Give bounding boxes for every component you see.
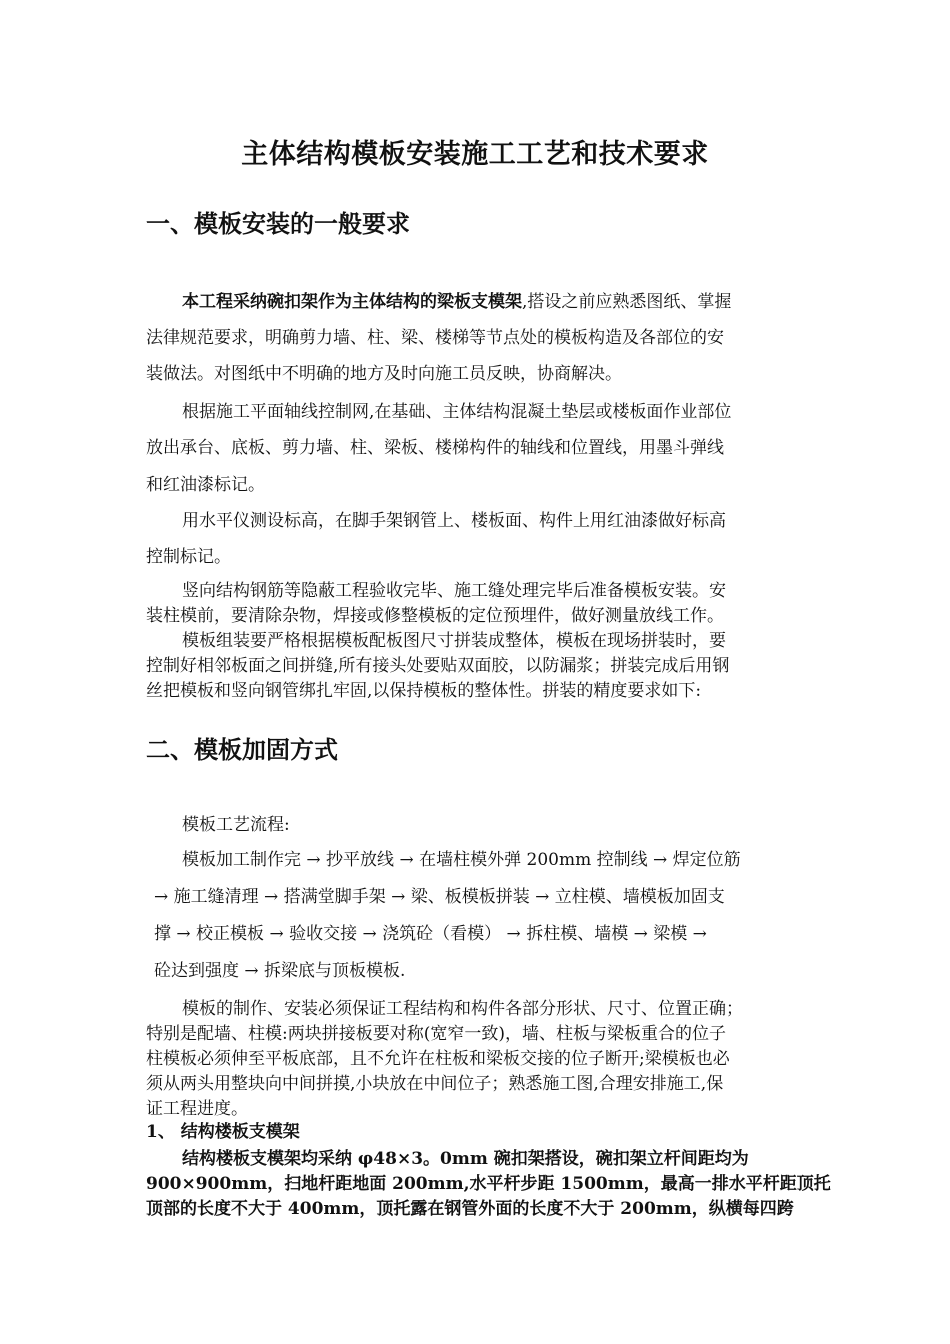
paragraph-line: 模板组装要严格根据模板配板图尺寸拼装成整体，模板在现场拼装时，要 bbox=[182, 631, 726, 651]
paragraph-line: 特别是配墙、柱模:两块拼接板要对称(宽窄一致)，墙、柱板与梁板重合的位子 bbox=[146, 1024, 726, 1044]
paragraph-line: 根据施工平面轴线控制网,在基础、主体结构混凝土垫层或楼板面作业部位 bbox=[182, 402, 732, 422]
flow-line: 模板加工制作完 → 抄平放线 → 在墙柱模外弹 200mm 控制线 → 焊定位筋 bbox=[182, 850, 741, 870]
paragraph-line: 和红油漆标记。 bbox=[146, 475, 265, 495]
paragraph-line: 证工程进度。 bbox=[146, 1099, 248, 1119]
paragraph-line: 法律规范要求，明确剪力墙、柱、梁、楼梯等节点处的模板构造及各部位的安 bbox=[146, 328, 724, 348]
flow-line: 撑 → 校正模板 → 验收交接 → 浇筑砼（看模） → 拆柱模、墙模 → 梁模 → bbox=[154, 924, 707, 944]
paragraph-line: 竖向结构钢筋等隐蔽工程验收完毕、施工缝处理完毕后准备模板安装。安 bbox=[182, 581, 726, 601]
paragraph-line bbox=[182, 287, 731, 312]
paragraph-line: 放出承台、底板、剪力墙、柱、梁板、楼梯构件的轴线和位置线，用墨斗弹线 bbox=[146, 438, 724, 458]
paragraph-line: 须从两头用整块向中间拼摸,小块放在中间位子；熟悉施工图,合理安排施工,保 bbox=[146, 1074, 724, 1094]
paragraph-line: 装做法。对图纸中不明确的地方及时向施工员反映，协商解决。 bbox=[146, 364, 622, 384]
paragraph-line: 模板工艺流程: bbox=[182, 815, 290, 835]
text-run: ,搭设之前应熟悉图纸、掌握 bbox=[522, 292, 732, 312]
subsection-heading: 1、 结构楼板支模架 bbox=[146, 1122, 300, 1142]
paragraph-line: 装柱模前，要清除杂物，焊接或修整模板的定位预埋件，做好测量放线工作。 bbox=[146, 606, 724, 626]
paragraph-line: 柱模板必须伸至平板底部，且不允许在柱板和梁板交接的位子断开;梁模板也必 bbox=[146, 1049, 730, 1069]
flow-line: 砼达到强度 → 拆梁底与顶板模板. bbox=[154, 961, 406, 981]
flow-line: → 施工缝清理 → 搭满堂脚手架 → 梁、板模板拼装 → 立柱模、墙模板加固支 bbox=[154, 887, 725, 907]
bold-text: 本工程采纳碗扣架作为主体结构的梁板支模架 bbox=[182, 292, 522, 312]
paragraph-line: 控制好相邻板面之间拼缝,所有接头处要贴双面胶，以防漏浆；拼装完成后用钢 bbox=[146, 656, 730, 676]
paragraph-line: 用水平仪测设标高，在脚手架钢管上、楼板面、构件上用红油漆做好标高 bbox=[182, 511, 726, 531]
section-heading-1: 一、模板安装的一般要求 bbox=[146, 210, 410, 238]
document-title: 主体结构模板安装施工工艺和技术要求 bbox=[241, 139, 709, 170]
paragraph-line: 控制标记。 bbox=[146, 547, 231, 567]
section-heading-2: 二、模板加固方式 bbox=[146, 736, 338, 764]
paragraph-line: 顶部的长度不大于 400mm，顶托露在钢管外面的长度不大于 200mm，纵横每四跨 bbox=[146, 1199, 794, 1219]
paragraph-line: 丝把模板和竖向钢管绑扎牢固,以保持模板的整体性。拼装的精度要求如下: bbox=[146, 681, 702, 701]
paragraph-line: 模板的制作、安装必须保证工程结构和构件各部分形状、尺寸、位置正确； bbox=[182, 999, 743, 1019]
paragraph-line: 结构楼板支模架均采纳 φ48×3。0mm 碗扣架搭设，碗扣架立杆间距均为 bbox=[182, 1149, 749, 1169]
paragraph-line: 900×900mm，扫地杆距地面 200mm,水平杆步距 1500mm，最高一排水平杆距顶托 bbox=[146, 1174, 831, 1194]
